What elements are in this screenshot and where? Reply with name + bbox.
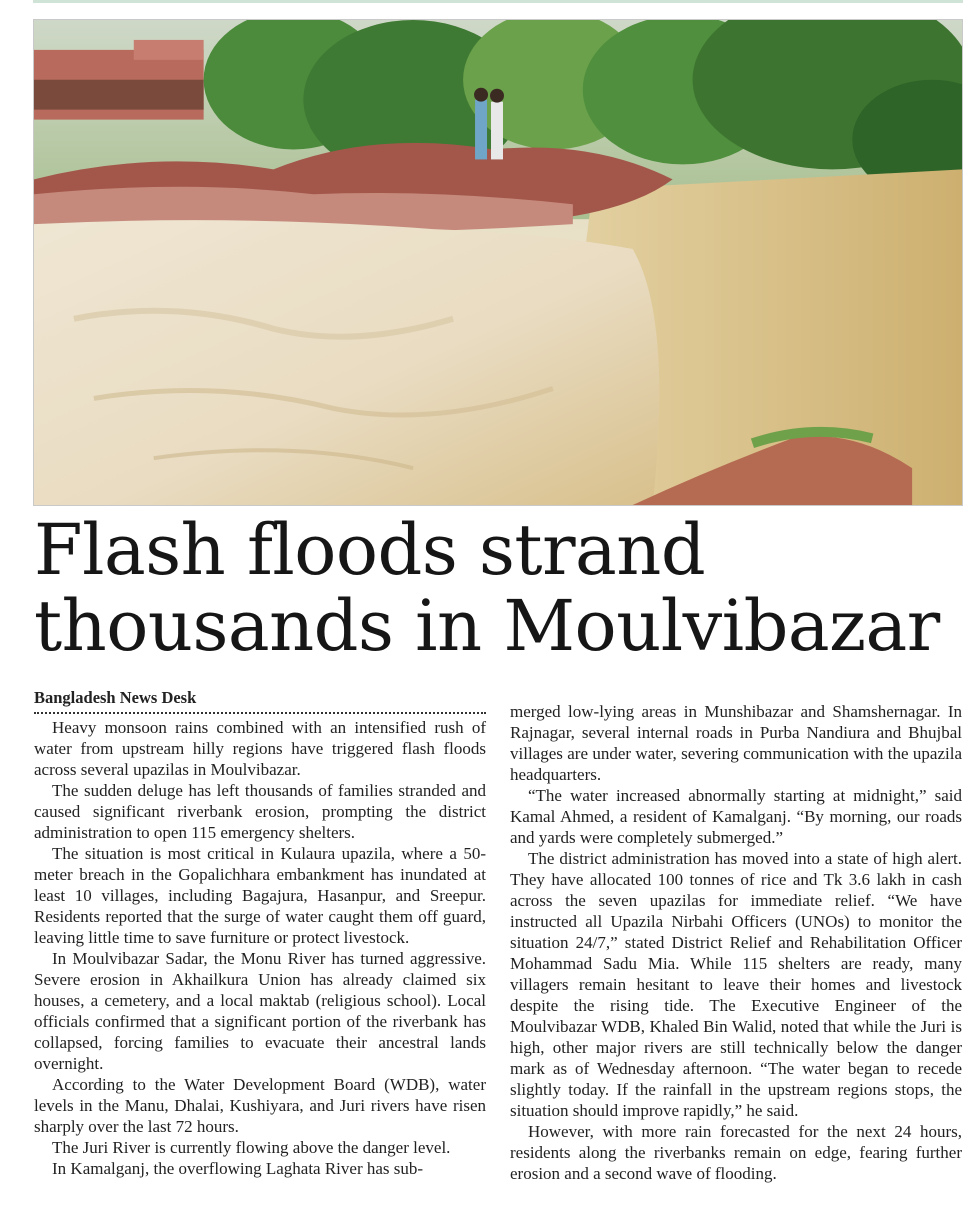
paragraph: Heavy monsoon rains combined with an intensified rush of water from upstream hilly regions have triggered flash floods across several upazilas in Moulvibazar. bbox=[34, 718, 486, 779]
paragraph: In Kamalganj, the overflowing Laghata River has sub- bbox=[52, 1159, 424, 1178]
paragraph: The sudden deluge has left thousands of families stranded and caused significant riverbank erosion, prompting the district administration to open 115 emergency shelters. bbox=[34, 781, 486, 842]
article-column-left bbox=[34, 688, 486, 1179]
paragraph: According to the Water Development Board (WDB), water levels in the Manu, Dhalai, Kushiyara, and Juri rivers have risen sharply over the last 72 hours. bbox=[34, 1075, 486, 1136]
paragraph-continued: merged low-lying areas in Munshibazar and Shamshernagar. In Rajnagar, several internal roads in Purba Nandiura and Bhujbal villages are under water, severing communication with the upazila headquarters. bbox=[510, 702, 962, 784]
paragraph: The situation is most critical in Kulaura upazila, where a 50-meter breach in the Gopalichhara embankment has inundated at least 10 villages, including Bagajura, Hasanpur, and Sreepur. Residents reported that the surge of water caught them off guard, leaving little time to save furniture or protect livestock. bbox=[34, 844, 486, 947]
top-rule bbox=[33, 0, 963, 3]
paragraph: The Juri River is currently flowing above the danger level. bbox=[52, 1138, 451, 1157]
article-column-right bbox=[510, 701, 962, 1184]
paragraph: In Moulvibazar Sadar, the Monu River has turned aggressive. Severe erosion in Akhailkura Union has already claimed six houses, a cemetery, and a local maktab (religious school). Local officials confirmed that a significant portion of the riverbank has collapsed, forcing families to evacuate their ancestral lands overnight. bbox=[34, 949, 486, 1073]
paragraph: “The water increased abnormally starting at midnight,” said Kamal Ahmed, a resident of Kamalganj. “By morning, our roads and yards were completely submerged.” bbox=[510, 786, 962, 847]
paragraph: The district administration has moved into a state of high alert. They have allocated 100 tonnes of rice and Tk 3.6 lakh in cash across the seven upazilas for immediate relief. “We have instructed all Upazila Nirbahi Officers (UNOs) to monitor the situation 24/7,” stated District Relief and Rehabilitation Officer Mohammad Sadu Mia. While 115 shelters are ready, many villagers remain hesitant to leave their homes and livestock despite the rising tide. The Executive Engineer of the Moulvibazar WDB, Khaled Bin Walid, noted that while the Juri is high, other major rivers are still technically below the danger mark as of Wednesday afternoon. “The water began to recede slightly today. If the rainfall in the upstream regions stops, the situation should improve rapidly,” he said. bbox=[510, 849, 962, 1120]
byline: Bangladesh News Desk bbox=[34, 688, 486, 714]
paragraph: However, with more rain forecasted for the next 24 hours, residents along the riverbanks remain on edge, fearing further erosion and a second wave of flooding. bbox=[510, 1122, 962, 1183]
flood-photo-illustration bbox=[34, 20, 962, 505]
headline-line-1: Flash floods strand bbox=[34, 509, 706, 591]
headline bbox=[34, 509, 954, 667]
flood-photo bbox=[33, 19, 963, 506]
headline-line-2: thousands in Moulvibazar bbox=[34, 585, 940, 667]
